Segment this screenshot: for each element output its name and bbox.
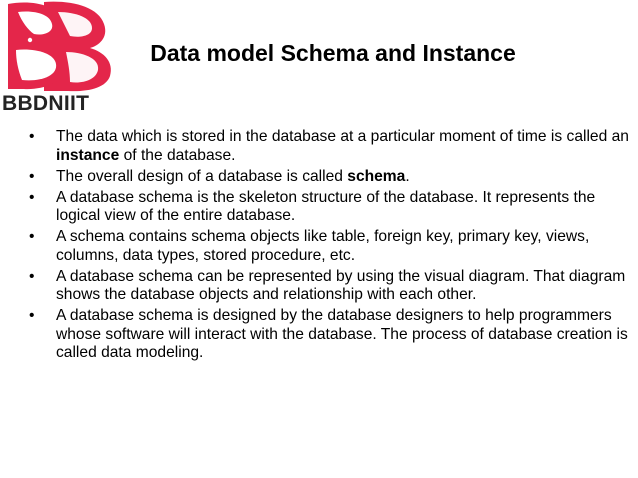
bullet-icon: • xyxy=(29,128,35,145)
list-item xyxy=(29,189,629,226)
bullet-text: A schema contains schema objects like table, foreign key, primary key, views, columns, data types, stored procedure, etc. xyxy=(56,228,590,264)
bullet-text-tail: . xyxy=(405,167,410,185)
bullet-icon: • xyxy=(29,307,35,325)
list-item xyxy=(29,128,629,165)
bullet-text-tail: of the database. xyxy=(119,146,236,164)
bullet-text: The data which is stored in the database at a particular moment of time is called an xyxy=(56,128,629,145)
bullet-icon: • xyxy=(29,228,35,246)
bbdniit-logo-mark-icon xyxy=(0,0,118,92)
bullet-bold-term: instance xyxy=(56,146,120,164)
bullet-bold-term: schema xyxy=(347,167,406,185)
bullet-icon: • xyxy=(29,167,35,185)
bbdniit-logo xyxy=(0,0,118,120)
list-item xyxy=(29,268,629,305)
slide-title: Data model Schema and Instance xyxy=(150,40,516,66)
list-item xyxy=(29,168,629,187)
bullet-text: The overall design of a database is called xyxy=(56,167,348,185)
logo-wordmark: BBDNIIT xyxy=(2,92,90,115)
bullet-icon: • xyxy=(29,188,35,206)
bullet-icon: • xyxy=(29,267,35,285)
list-item xyxy=(29,307,629,363)
bullet-text: A database schema is designed by the database designers to help programmers whose software will interact with the database. The process of database creation is called data modeling. xyxy=(56,307,628,362)
bullet-text: A database schema is the skeleton structure of the database. It represents the logical view of the entire database. xyxy=(56,188,596,225)
list-item xyxy=(29,228,629,265)
bullet-text: A database schema can be represented by using the visual diagram. That diagram shows the database objects and relationship with each other. xyxy=(56,267,626,304)
bullet-list xyxy=(29,128,629,366)
